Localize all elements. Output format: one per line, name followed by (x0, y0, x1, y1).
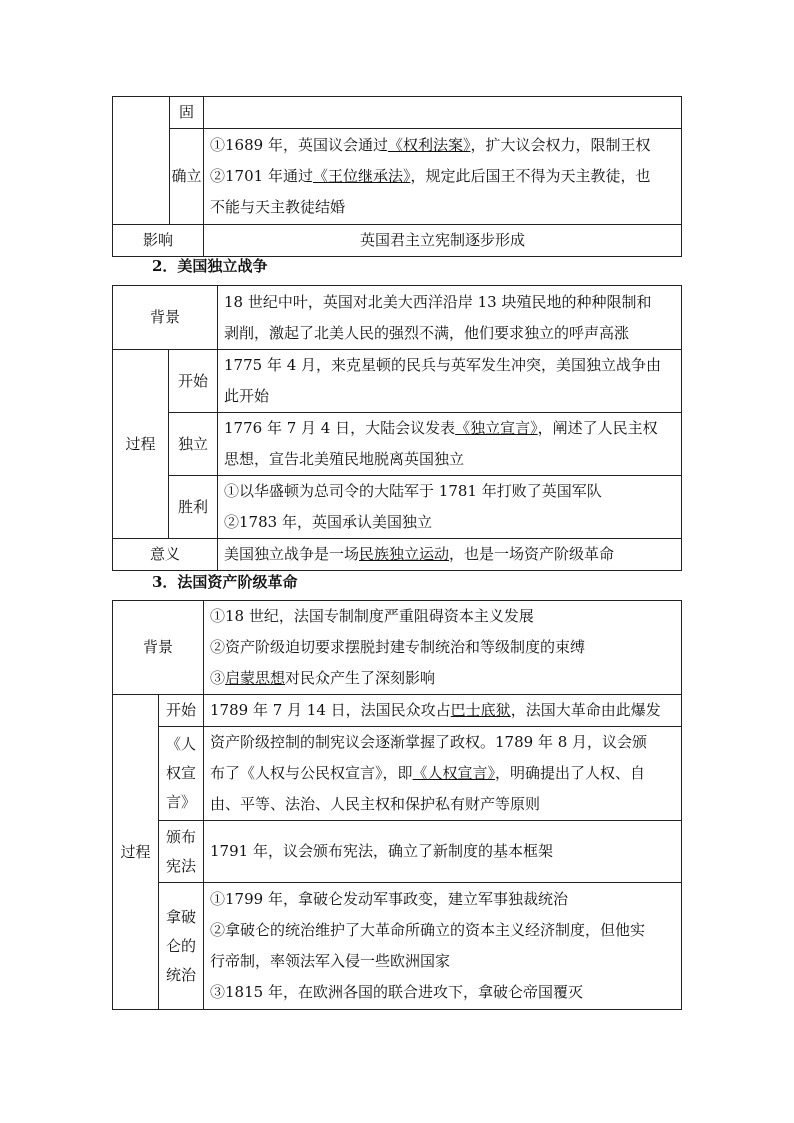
us-victory-content: ①以华盛顿为总司令的大陆军于 1781 年打败了英国军队 ②1783 年，英国承认美国独立 (218, 476, 682, 539)
heading-french-revolution: 3．法国资产阶级革命 (152, 573, 298, 591)
queli-line-2: ②1701 年通过《王位继承法》，规定此后国王不得为天主教徒，也 (210, 167, 651, 185)
us-process-label: 过程 (113, 350, 169, 539)
fr-napoleon-content: ①1799 年，拿破仑发动军事政变，建立军事独裁统治 ②拿破仑的统治维护了大革命所确立的资本主义经济制度，但他实 行帝制，率领法军入侵一些欧洲国家 ③1815 年，在欧洲各国的联合进攻下，拿破仑帝国覆灭 (204, 883, 682, 1010)
us-independence-content: 1776 年 7 月 4 日，大陆会议发表《独立宣言》，阐述了人民主权 思想，宣告北美殖民地脱离英国独立 (218, 413, 682, 476)
us-significance-content: 美国独立战争是一场民族独立运动，也是一场资产阶级革命 (218, 539, 682, 571)
impact-label: 影响 (113, 225, 204, 257)
us-start-content: 1775 年 4 月，来克星顿的民兵与英军发生冲突，美国独立战争由 此开始 (218, 350, 682, 413)
fr-constitution-content: 1791 年，议会颁布宪法，确立了新制度的基本框架 (204, 821, 682, 883)
table-french-revolution (112, 600, 682, 1010)
fr-napoleon-label: 拿破 仑的 统治 (159, 883, 204, 1010)
us-independence-label: 独立 (169, 413, 218, 476)
heading-american-revolution: 2．美国独立战争 (152, 257, 268, 275)
fr-background-label: 背景 (113, 601, 204, 695)
queli-line-3: 不能与天主教徒结婚 (210, 198, 346, 216)
fr-background-content: ①18 世纪，法国专制制度严重阻碍资本主义发展 ②资产阶级迫切要求摆脱封建专制统治和等级制度的束缚 ③启蒙思想对民众产生了深刻影响 (204, 601, 682, 695)
fr-start-label: 开始 (159, 695, 204, 727)
queli-label: 确立 (170, 129, 204, 225)
gu-content (204, 97, 682, 129)
fr-start-content: 1789 年 7 月 14 日，法国民众攻占巴士底狱，法国大革命由此爆发 (204, 695, 682, 727)
gu-label: 固 (170, 97, 204, 129)
queli-line-1: ①1689 年，英国议会通过《权利法案》，扩大议会权力，限制王权 (210, 136, 651, 154)
queli-content (204, 129, 682, 225)
fr-rights-content: 资产阶级控制的制宪议会逐渐掌握了政权。1789 年 8 月，议会颁 布了《人权与公民权宣言》，即《人权宣言》，明确提出了人权、自 由、平等、法治、人民主权和保护私有财产等原则 (204, 727, 682, 821)
table1-left-blank (113, 97, 170, 225)
us-background-content: 18 世纪中叶，英国对北美大西洋沿岸 13 块殖民地的种种限制和 剥削，激起了北美人民的强烈不满，他们要求独立的呼声高涨 (218, 286, 682, 350)
fr-constitution-label: 颁布 宪法 (159, 821, 204, 883)
us-victory-label: 胜利 (169, 476, 218, 539)
fr-process-label: 过程 (113, 695, 159, 1010)
us-background-label: 背景 (113, 286, 218, 350)
impact-text: 英国君主立宪制逐步形成 (204, 225, 682, 257)
table-american-revolution (112, 285, 682, 571)
table-england-constitution (112, 96, 682, 257)
fr-rights-label: 《人 权宣 言》 (159, 727, 204, 821)
us-start-label: 开始 (169, 350, 218, 413)
us-significance-label: 意义 (113, 539, 218, 571)
